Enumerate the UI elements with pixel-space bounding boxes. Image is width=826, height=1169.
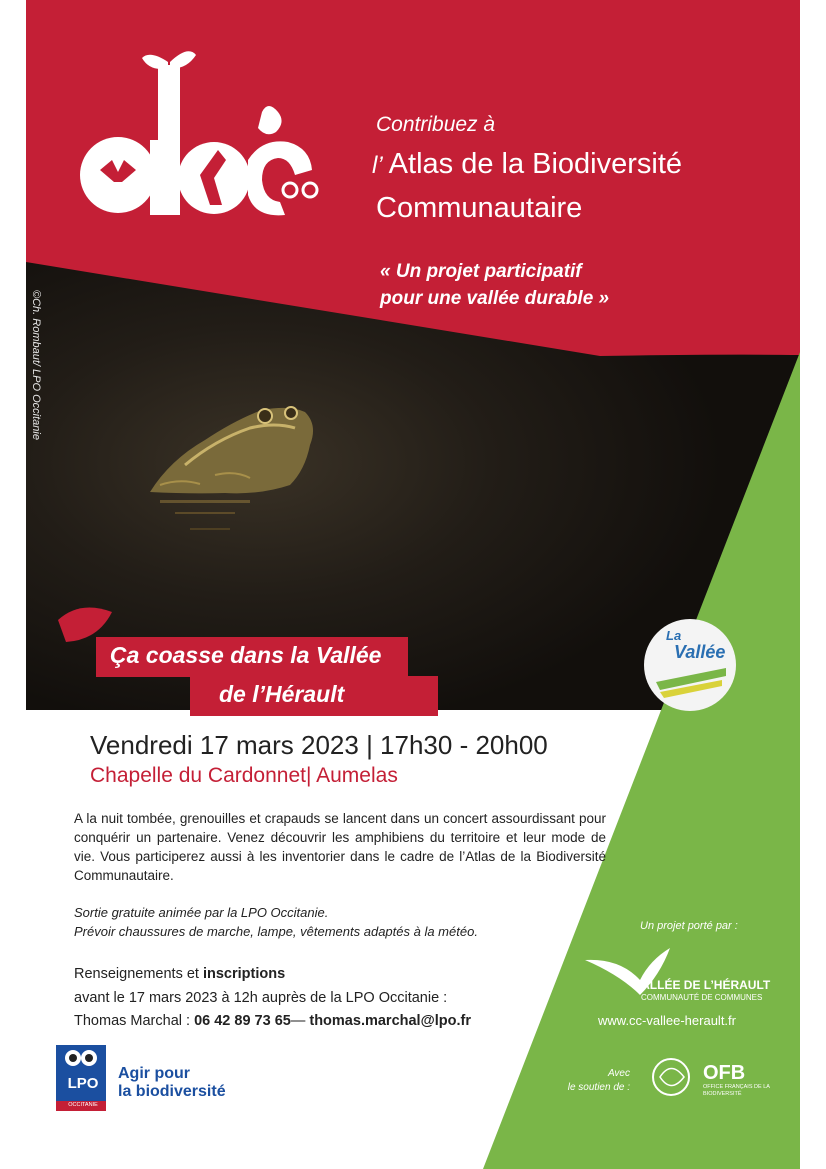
vallee-3d-la: La [666, 628, 682, 643]
event-info: Sortie gratuite animée par la LPO Occitanie. Prévoir chaussures de marche, lampe, vêtements adaptés à la météo. [74, 905, 478, 939]
vallee-3d-logo [644, 619, 736, 711]
contact-email[interactable]: thomas.marchal@lpo.fr [309, 1013, 471, 1029]
contact-phone[interactable]: 06 42 89 73 65 [194, 1013, 291, 1029]
contact-deadline: avant le 17 mars 2023 à 12h auprès de la LPO Occitanie : [74, 990, 448, 1006]
lpo-region: OCCITANIE [68, 1102, 98, 1108]
vallee-3d-vallee: Vallée [674, 642, 726, 662]
project-quote: « Un projet participatif pour une vallée durable » [380, 261, 610, 309]
event-place: Chapelle du Cardonnet| Aumelas [90, 764, 398, 787]
event-date: Vendredi 17 mars 2023 | 17h30 - 20h00 [90, 730, 548, 760]
event-description: A la nuit tombée, grenouilles et crapauds se lancent dans un concert assourdissant pour conquérir un partenaire. Venez découvrir les amphibiens du territoire et leur mode de vie. Vous participerez aussi à les inventorier dans le cadre de l’Atlas de la Biodiversité Communautaire. [74, 811, 606, 883]
photo-credit: ©Ch. Rombaut/ LPO Occitanie [30, 290, 42, 440]
atlas-title-line1: l’ Atlas de la Biodiversité [372, 148, 683, 180]
lpo-text: LPO [67, 1075, 99, 1092]
contact-heading: Renseignements et inscriptions [74, 966, 286, 982]
porte-par-label: Un projet porté par : [640, 920, 738, 932]
soutien-label: Avec le soutien de : [567, 1068, 630, 1093]
atlas-title-line2: Communautaire [376, 192, 583, 224]
vallee-herault-sub: COMMUNAUTÉ DE COMMUNES [641, 993, 763, 1002]
vallee-herault-name: VALLÉE DE L’HÉRAULT [634, 978, 771, 992]
ofb-sub: OFFICE FRANÇAIS DE LA BIODIVERSITÉ [703, 1084, 770, 1097]
event-title-line2: de l’Hérault [219, 681, 345, 707]
ofb-name: OFB [703, 1062, 746, 1084]
lpo-tagline: Agir pour la biodiversité [118, 1065, 226, 1100]
website-link[interactable]: www.cc-vallee-herault.fr [598, 1013, 736, 1028]
contribuez-text: Contribuez à [376, 113, 496, 136]
event-title-line1: Ça coasse dans la Vallée [110, 642, 382, 668]
contact-details: Thomas Marchal : 06 42 89 73 65— thomas.marchal@lpo.fr [74, 1013, 471, 1029]
